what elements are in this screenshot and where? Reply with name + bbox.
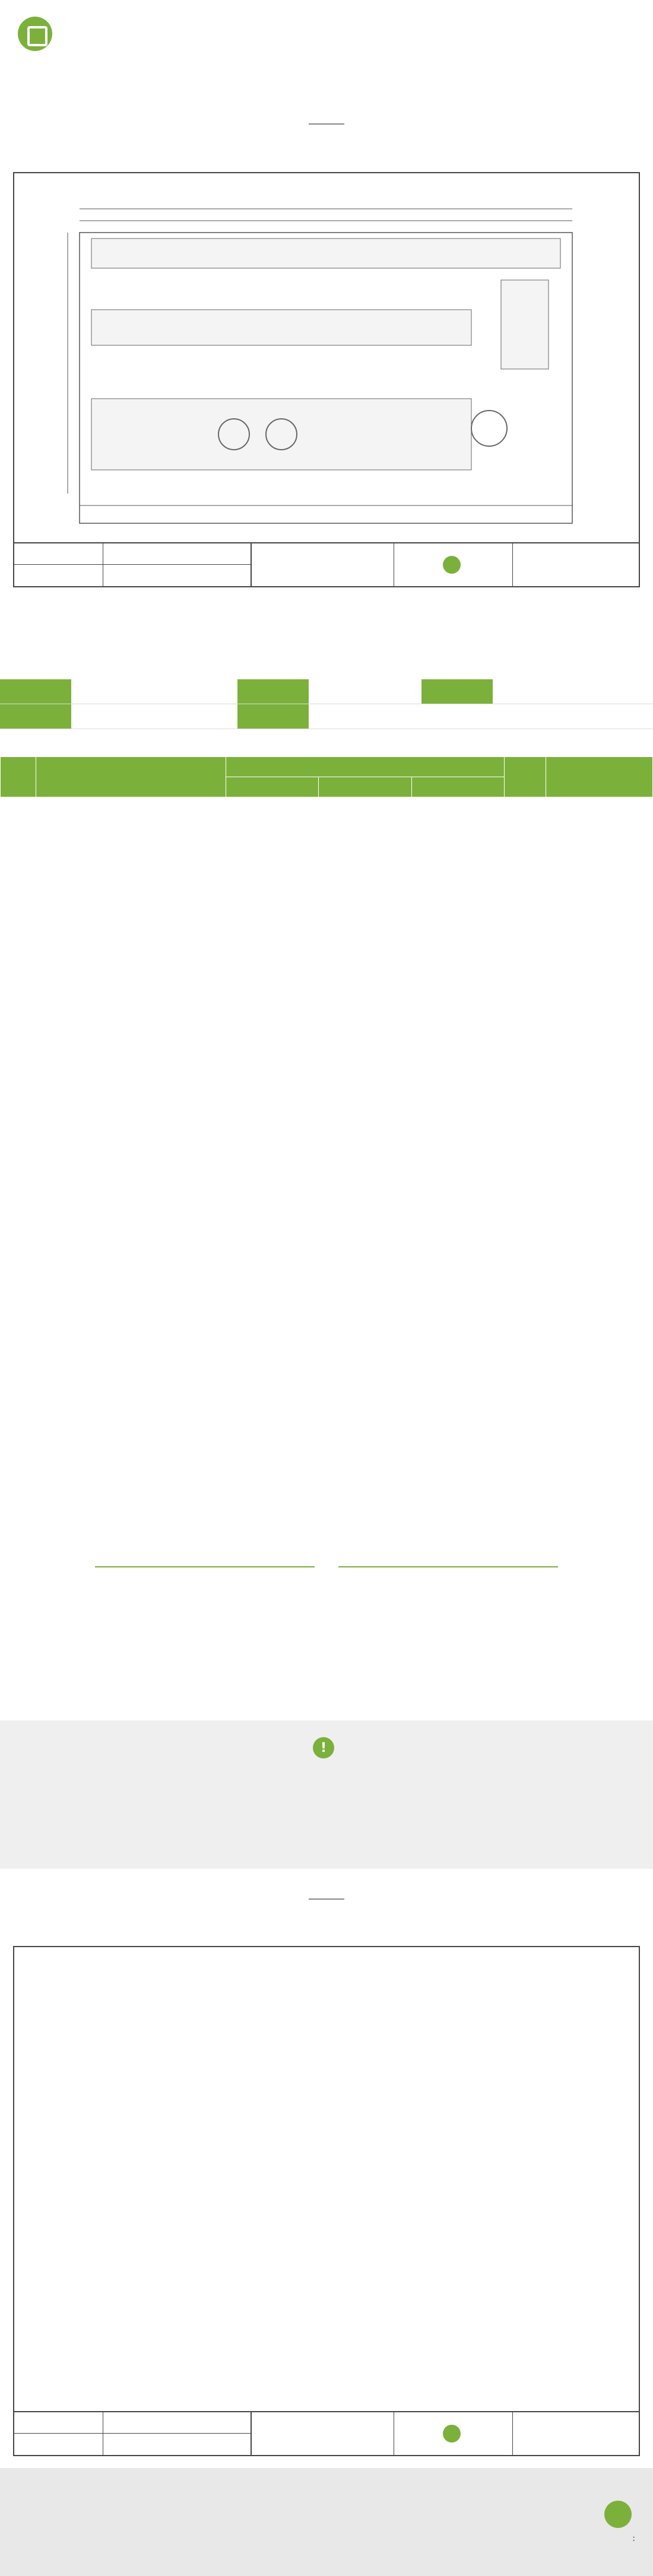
plan-section-title (0, 123, 653, 135)
logo-mark-icon (604, 2501, 632, 2528)
business-label (0, 679, 71, 704)
col-height (411, 777, 504, 797)
project-title-label (14, 2412, 103, 2433)
title-block-left (14, 543, 252, 586)
dish-area (501, 280, 549, 369)
room-outline (80, 233, 572, 523)
title-block-logo (394, 543, 513, 586)
seats-label (237, 704, 309, 729)
flow-drawing (13, 1946, 640, 2456)
equipment-spec-table (0, 756, 653, 797)
center-counter (91, 310, 471, 345)
info-row-1 (0, 679, 653, 704)
col-depth (319, 777, 411, 797)
header-contact (18, 62, 148, 77)
menu-label (0, 704, 71, 729)
usage-section (0, 1566, 653, 1573)
project-title (103, 2412, 251, 2433)
exclamation-icon: ! (313, 1737, 334, 1758)
project-title (103, 543, 251, 564)
drawing-name-label (14, 565, 103, 586)
steps-banner (148, 0, 653, 113)
area-value (493, 679, 653, 704)
col-width (226, 777, 319, 797)
footer (0, 2468, 653, 2576)
logo-mark-icon (443, 556, 461, 574)
tables-value (309, 679, 421, 704)
area-label (421, 679, 493, 704)
title-block-address (513, 543, 639, 586)
title-block-left (14, 2412, 252, 2455)
col-spec (226, 757, 505, 777)
logo-mark-icon (443, 2425, 461, 2443)
project-title-label (14, 543, 103, 564)
title-block-logo (394, 2412, 513, 2455)
flow-plan (32, 1965, 621, 2392)
kitchen-plan-drawing (13, 172, 640, 587)
col-no (1, 757, 36, 797)
logo-mark-icon (18, 17, 52, 51)
seats-value (309, 704, 421, 729)
col-qty (505, 757, 546, 797)
col-item (36, 757, 226, 797)
cooking-line (91, 399, 471, 470)
col-note (546, 757, 653, 797)
back-counter (91, 238, 560, 268)
title-block-fields (252, 2412, 394, 2455)
title-block-fields (252, 543, 394, 586)
title-block (14, 2411, 639, 2455)
tables-label (237, 679, 309, 704)
info-row-2 (0, 704, 653, 729)
business-value (71, 679, 237, 704)
kitchen-plan-svg (14, 173, 639, 541)
rice-cooker (471, 411, 507, 446)
design-points (0, 1720, 653, 1869)
logo[interactable] (18, 17, 148, 51)
brand-block (0, 0, 148, 113)
footer-brand: : (604, 2501, 653, 2543)
drawing-name-label (14, 2434, 103, 2455)
title-block (14, 542, 639, 586)
menu-value (71, 704, 237, 729)
header (0, 0, 653, 113)
title-block-address (513, 2412, 639, 2455)
flow-section-title (0, 1898, 653, 1910)
info-table (0, 679, 653, 729)
